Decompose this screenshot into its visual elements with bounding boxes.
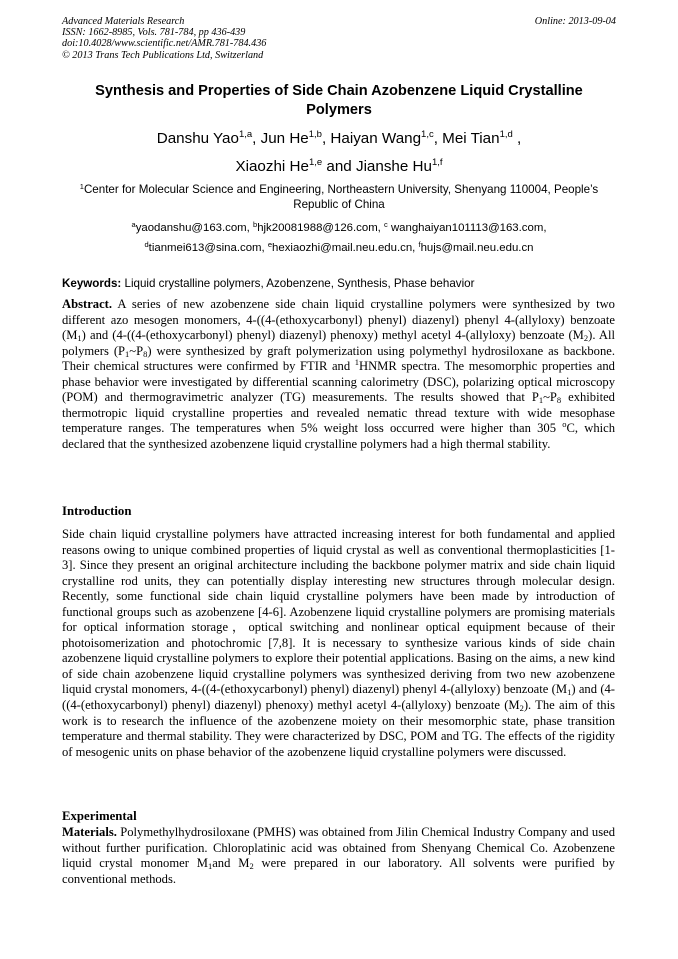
email-sup: c <box>384 220 388 229</box>
email-sup: a <box>131 220 136 229</box>
author-line-2 <box>62 157 616 176</box>
email-link[interactable]: hujs@mail.neu.edu.cn <box>420 242 534 254</box>
journal-name: Advanced Materials Research <box>62 16 185 27</box>
keywords-text: Liquid crystalline polymers, Azobenzene, Synthesis, Phase behavior <box>124 277 475 290</box>
materials-label: Materials. <box>62 825 117 839</box>
email-link[interactable]: wanghaiyan101113@163.com, <box>390 222 547 234</box>
superscript: o <box>562 419 567 430</box>
copyright: © 2013 Trans Tech Publications Ltd, Switzerland <box>62 49 264 61</box>
subscript: 1 <box>538 395 544 406</box>
abstract <box>62 297 615 452</box>
subscript: 1 <box>207 861 213 872</box>
author-affil-sup: 1,a <box>238 129 253 140</box>
email-sup: f <box>418 240 421 249</box>
author-affil-sup: 1,b <box>308 129 322 140</box>
body-text: ) and (4-((4-(ethoxycarbonyl) phenyl) diazenyl) phenoxy) methyl acetyl 4-(allyloxy) benzoate (M <box>62 682 615 713</box>
keywords-label: Keywords: <box>62 277 122 290</box>
journal-header <box>62 16 616 61</box>
online-date: Online: 2013-09-04 <box>534 16 616 27</box>
materials-paragraph <box>62 825 615 887</box>
subscript: 2 <box>519 703 524 714</box>
body-text: were prepared in our laboratory. All solvents were purified by conventional methods. <box>62 856 615 886</box>
email-line-2 <box>62 241 616 256</box>
subscript: 2 <box>249 861 254 872</box>
paper-title: Synthesis and Properties of Side Chain Azobenzene Liquid Crystalline Polymers <box>95 83 583 118</box>
author-name: Haiyan Wang <box>330 130 422 147</box>
abstract-text: A series of new azobenzene side chain liquid crystalline polymers were synthesized by two different azo mesogen monomers, 4-((4-(ethoxycarbonyl) phenyl) diazenyl) phenyl 4-(allyloxy) benzoate (M <box>62 297 615 343</box>
subscript: 8 <box>143 348 148 359</box>
subscript: 1 <box>77 333 82 344</box>
keywords <box>62 276 616 291</box>
subscript: 8 <box>556 395 562 406</box>
author-name: Xiaozhi He <box>235 158 309 175</box>
subscript: 1 <box>567 687 572 698</box>
abstract-text: ). All polymers (P <box>62 328 615 358</box>
introduction-paragraph <box>62 527 615 760</box>
subscript: 2 <box>583 333 589 344</box>
author-name: Danshu Yao <box>156 130 239 147</box>
affiliation <box>62 182 616 212</box>
author-affil-sup: 1,e <box>308 157 323 168</box>
abstract-text: ~P <box>543 390 557 405</box>
abstract-text: C, which declared that the synthesized azobenzene liquid crystalline polymers had a high thermal stability. <box>62 421 616 451</box>
abstract-text: ) were synthesized by graft polymerization using polymethyl hydrosiloxane as backbone. Their chemical structures were confirmed by FTIR and <box>62 343 615 374</box>
section-heading-experimental: Experimental <box>62 809 137 823</box>
author-name: Jianshe Hu <box>355 158 432 175</box>
abstract-label: Abstract. <box>62 297 113 311</box>
abstract-text: ) and (4-((4-(ethoxycarbonyl) phenyl) diazenyl) phenoxy) methyl acetyl 4-(allyloxy) benzoate (M <box>81 328 584 343</box>
author-conjunction: and <box>326 158 352 175</box>
issn: ISSN: 1662-8985, Vols. 781-784, pp 436-439 <box>62 27 246 39</box>
abstract-text: ~P <box>129 343 144 358</box>
email-link[interactable]: hexiaozhi@mail.neu.edu.cn, <box>272 242 416 254</box>
author-affil-sup: 1,d <box>499 129 513 140</box>
email-link[interactable]: yaodanshu@163.com, <box>135 222 250 234</box>
body-text: Side chain liquid crystalline polymers have attracted increasing interest for both fundamental and applied reasons owing to unique combined properties of liquid crystal as well as conventional thermoplasticities [1-3]. Since they present an original architecture including the backbone polymer matrix and side chain liquid crystalline rod units, they can potentially display interesting new structures through molecular design. Recently, some functional side chain liquid crystalline polymers have been made by introduction of functional groups such as azobenzene [4-6]. Azobenzene liquid crystalline polymers are promising materials for optical information storage，optical switching and nonlinear optical equipment because of their photoisomerization and photochromic [7,8]. It is necessary to synthesize various kinds of side chain azobenzene liquid crystalline polymers to explore their potential applications. Basing on the aims, a new kind of side chain azobenzene liquid crystalline polymers was synthesized deriving from two new azobenzene liquid crystal monomers, 4-((4-(ethoxycarbonyl) phenyl) diazenyl) phenyl 4-(allyloxy) benzoate (M <box>62 527 615 697</box>
author-name: Mei Tian <box>442 130 500 147</box>
author-line-1: Danshu Yao$^{1,a}$, Jun He$^{1,b}$, Haiyan Wang$^{1,c}$, Mei Tian$^{1,d}$ , <box>156 129 522 147</box>
body-text: ). The aim of this work is to research the influence of the azobenzene moiety on their mesomorphic state, phase transition temperature and thermal stability. They were characterized by DSC, POM and TG. The effects of the rigidity of mesogenic units on phase behavior of the azobenzene liquid crystalline polymers were discussed. <box>62 698 615 759</box>
subscript: 1 <box>125 348 130 359</box>
email-sup: b <box>253 220 258 229</box>
author-name: Jun He <box>260 130 309 147</box>
doi: doi:10.4028/www.scientific.net/AMR.781-784.436 <box>62 38 267 50</box>
email-link[interactable]: tianmei613@sina.com, <box>148 242 265 254</box>
author-affil-sup: 1,f <box>431 157 443 168</box>
superscript: 1 <box>354 357 359 368</box>
body-text: Polymethylhydrosiloxane (PMHS) was obtained from Jilin Chemical Industry Company and used without further purification. Chloroplatinic acid was obtained from Shenyang Chemical Co. Azobenzene liquid crystal monomer M <box>62 825 615 871</box>
email-link[interactable]: hjk20081988@126.com, <box>257 222 381 234</box>
body-text: and M <box>212 856 250 871</box>
email-line-1 <box>62 221 616 236</box>
affiliation-sup: 1 <box>79 182 84 191</box>
section-heading-introduction: Introduction <box>62 504 132 518</box>
email-sup: d <box>144 240 149 249</box>
author-affil-sup: 1,c <box>421 129 434 140</box>
abstract-text: HNMR spectra. The mesomorphic properties and phase behavior were investigated by differential scanning calorimetry (DSC), polarizing optical microscopy (POM) and thermogravimetric analyzer (TG) measurements. The results showed that P <box>62 359 615 405</box>
abstract-text: exhibited thermotropic liquid crystalline properties and revealed nematic thread texture with wide mesophase temperature ranges. The temperatures when 5% weight loss occurred were higher than 305 <box>62 390 615 436</box>
affiliation-text: Center for Molecular Science and Engineering, Northeastern University, Shenyang 110004, People’s Republic of China <box>83 183 599 211</box>
email-sup: e <box>267 240 273 249</box>
